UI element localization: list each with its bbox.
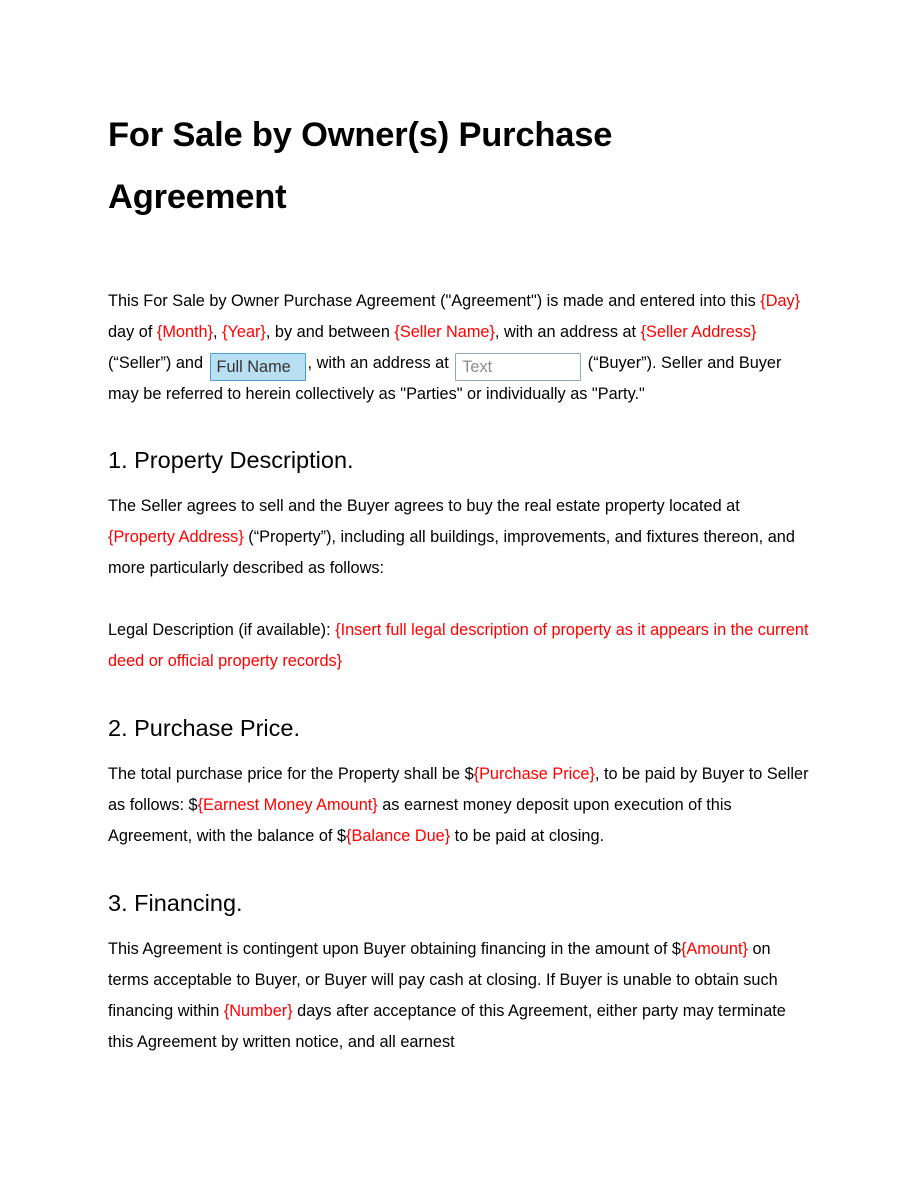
spacer	[108, 475, 810, 491]
intro-text-part6: (“Seller”) and	[108, 354, 208, 372]
placeholder-earnest-money-amount: {Earnest Money Amount}	[197, 796, 378, 814]
section-1-text-part2: (“Property”), including all buildings, improvements, and fixtures thereon, and more particularly described as follows:	[108, 528, 795, 577]
spacer	[108, 743, 810, 759]
section-3-text-part3: days after acceptance of this Agreement, either party may terminate this Agreement by written notice, and all earnest	[108, 1002, 786, 1051]
placeholder-amount: {Amount}	[680, 940, 748, 958]
section-2-text-part2: , to be paid by Buyer to Seller as follows: $	[108, 765, 809, 814]
section-3-paragraph	[108, 934, 810, 1058]
intro-text-part5: , with an address at	[494, 323, 641, 341]
placeholder-day: {Day}	[760, 292, 801, 310]
section-heading-financing: 3. Financing.	[108, 890, 243, 916]
placeholder-number: {Number}	[223, 1002, 293, 1020]
section-2-text-part3: as earnest money deposit upon execution of this Agreement, with the balance of $	[108, 796, 732, 845]
intro-text-part1: This For Sale by Owner Purchase Agreement ("Agreement") is made and entered into this	[108, 292, 761, 310]
buyer-name-input[interactable]: Full Name	[210, 353, 306, 381]
spacer	[108, 918, 810, 934]
section-heading-property-description: 1. Property Description.	[108, 447, 354, 473]
page-title: For Sale by Owner(s) Purchase Agreement	[108, 116, 613, 216]
spacer	[108, 677, 810, 713]
placeholder-seller-name: {Seller Name}	[394, 323, 495, 341]
section-3-text-part2: on terms acceptable to Buyer, or Buyer will pay cash at closing. If Buyer is unable to obtain such financing within	[108, 940, 778, 1020]
spacer	[108, 852, 810, 888]
legal-description-label: Legal Description (if available):	[108, 621, 336, 639]
section-2-paragraph	[108, 759, 810, 852]
spacer	[108, 410, 810, 445]
placeholder-month: {Month}	[156, 323, 214, 341]
intro-text-part4: , by and between	[265, 323, 395, 341]
section-1-paragraph	[108, 491, 810, 584]
legal-description-paragraph	[108, 615, 810, 677]
intro-text-part8: (“Buyer”). Seller and Buyer may be referred to herein collectively as "Parties" or individually as "Party."	[108, 354, 782, 403]
section-2-text-part4: to be paid at closing.	[450, 827, 605, 845]
spacer	[108, 584, 810, 615]
placeholder-property-address: {Property Address}	[108, 528, 244, 546]
intro-text-part7: , with an address at	[307, 354, 454, 372]
placeholder-legal-description: {Insert full legal description of property as it appears in the current deed or official property records}	[108, 621, 809, 670]
placeholder-purchase-price: {Purchase Price}	[473, 765, 595, 783]
intro-paragraph	[108, 286, 810, 410]
intro-text-part3: ,	[213, 323, 223, 341]
placeholder-balance-due: {Balance Due}	[346, 827, 451, 845]
section-1-text-part1: The Seller agrees to sell and the Buyer agrees to buy the real estate property located at	[108, 497, 740, 515]
placeholder-year: {Year}	[222, 323, 266, 341]
buyer-address-input[interactable]: Text	[455, 353, 581, 381]
placeholder-seller-address: {Seller Address}	[640, 323, 757, 341]
section-3-text-part1: This Agreement is contingent upon Buyer obtaining financing in the amount of $	[108, 940, 681, 958]
section-heading-purchase-price: 2. Purchase Price.	[108, 715, 301, 741]
spacer	[108, 228, 810, 286]
section-2-text-part1: The total purchase price for the Property shall be $	[108, 765, 474, 783]
intro-text-part2: day of	[108, 323, 157, 341]
